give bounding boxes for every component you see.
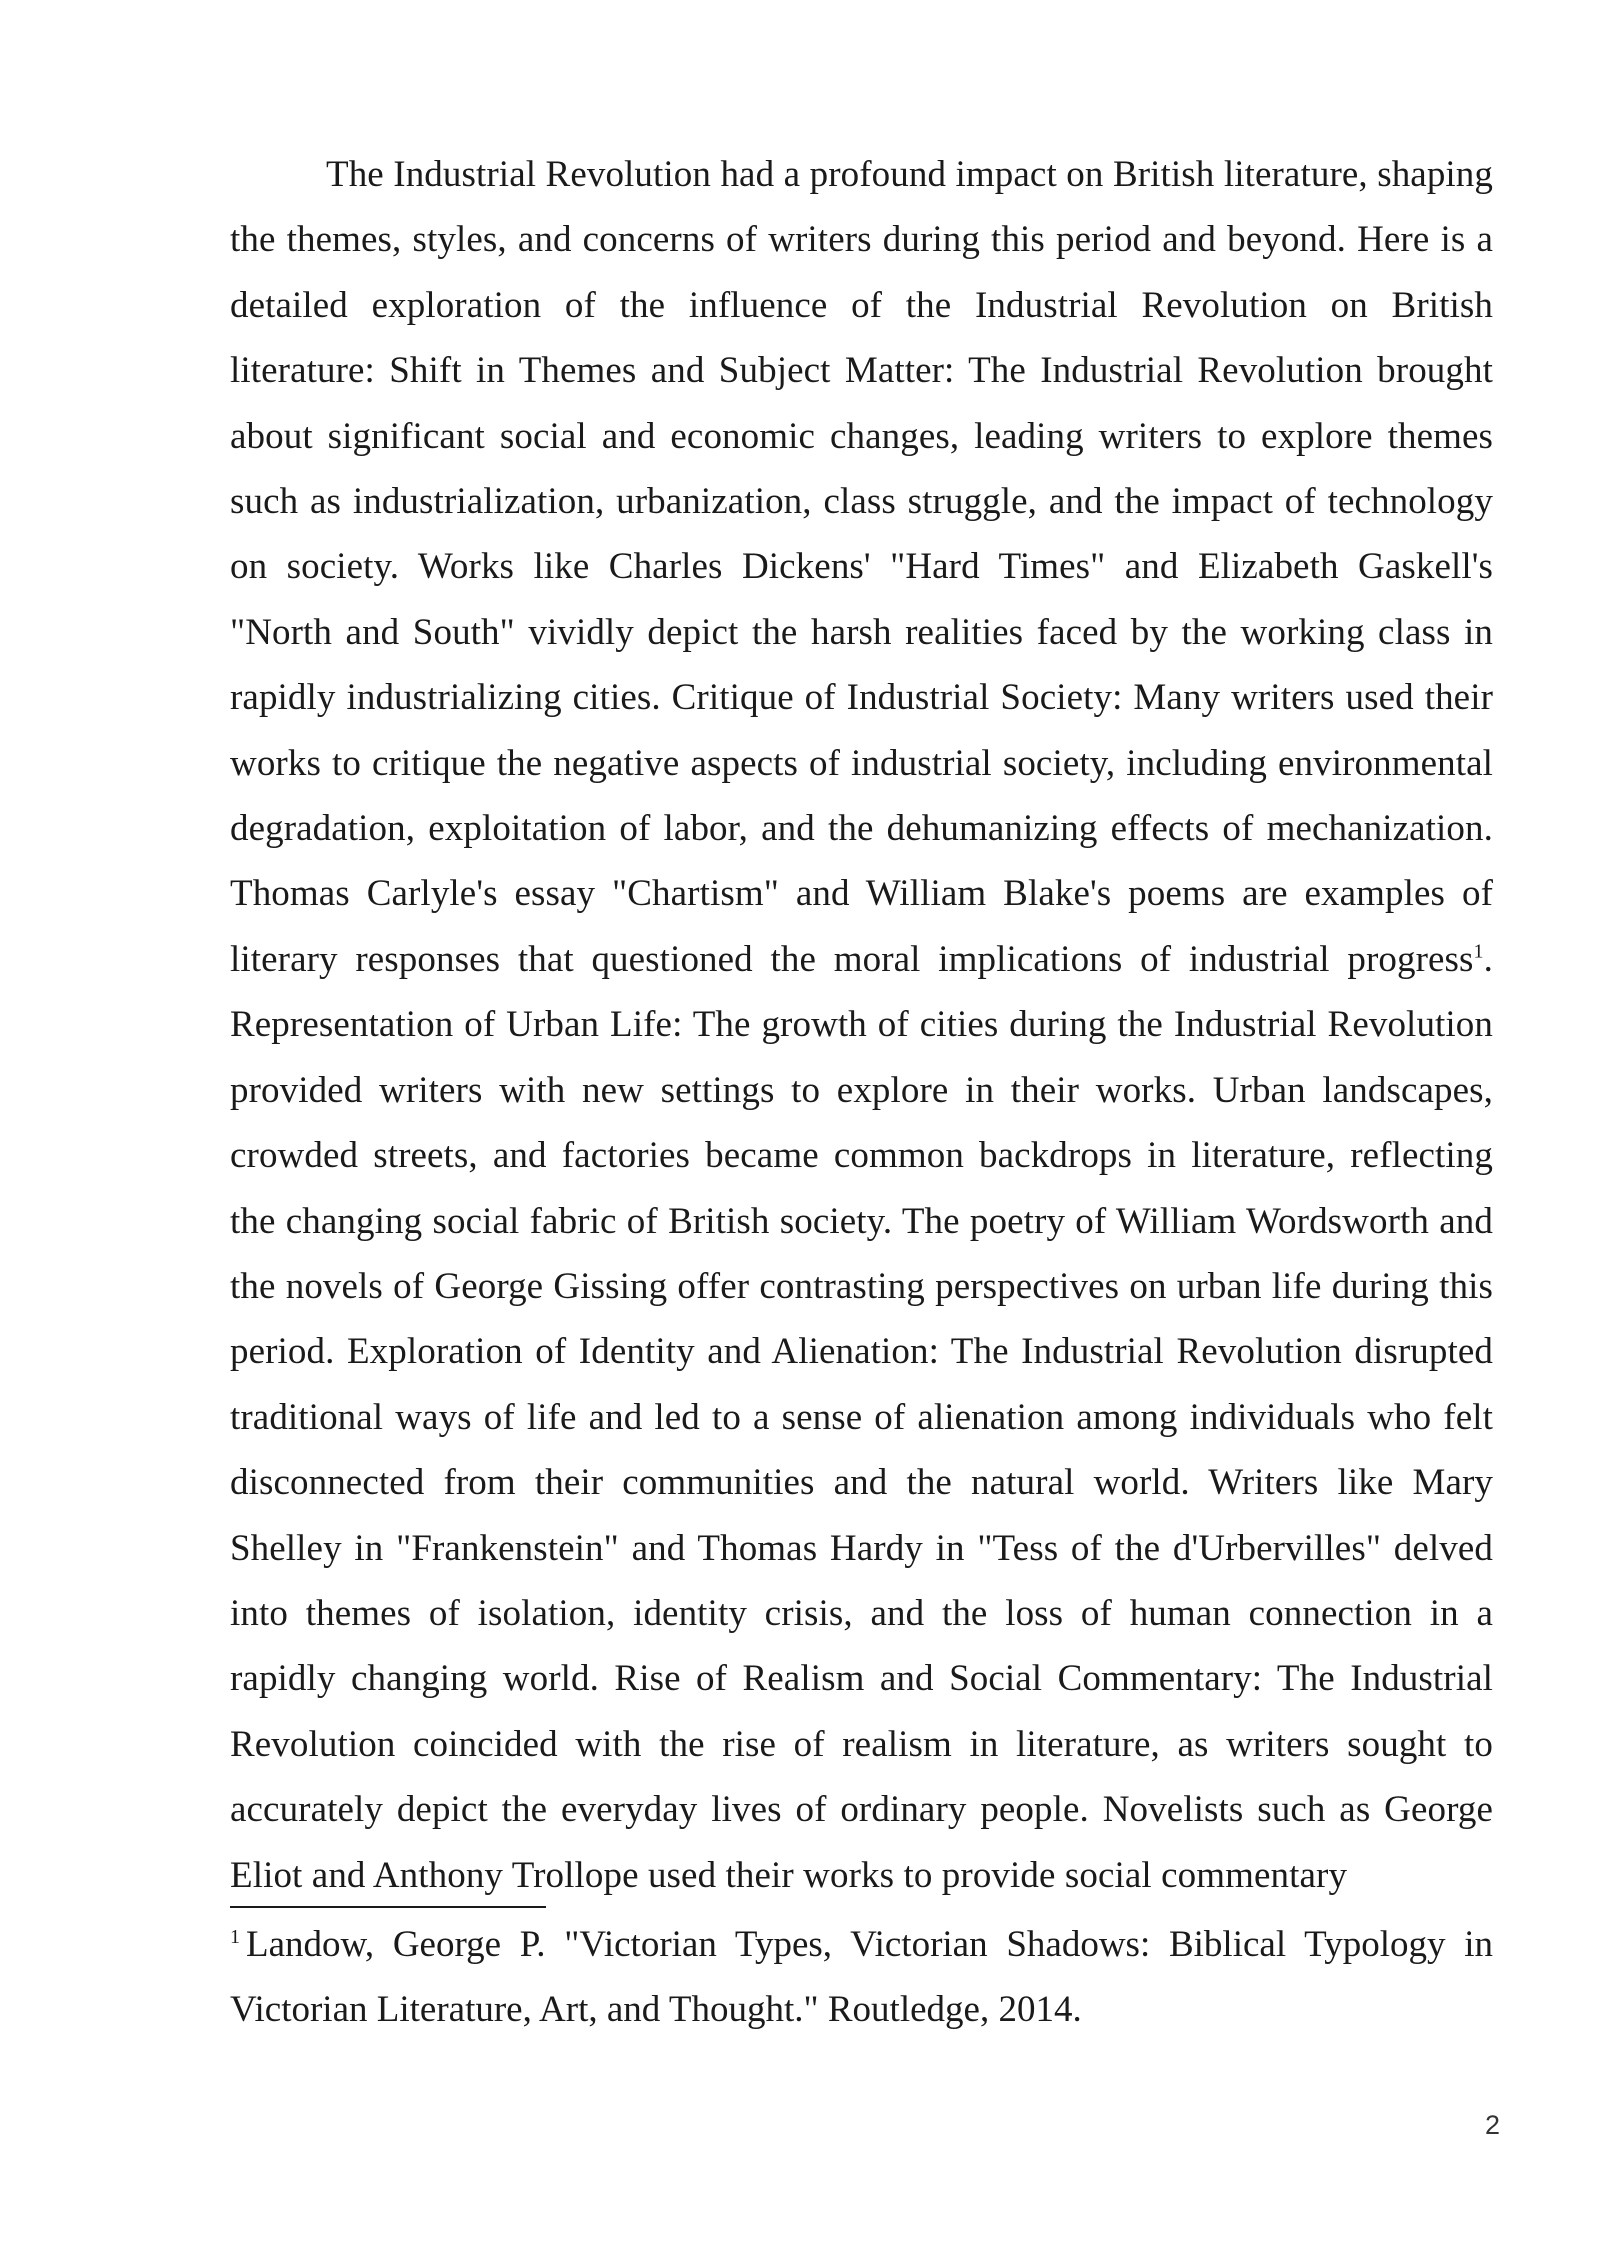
footnote-reference[interactable]: 1 (1473, 940, 1484, 963)
footnote-separator (230, 1906, 546, 1908)
paragraph-text-part-2: . Representation of Urban Life: The growth of cities during the Industrial Revolution provided writers with new settings to explore in their works. Urban landscapes, crowded streets, and factories became common backdrops in literature, reflecting the changing social fabric of British society. The poetry of William Wordsworth and the novels of George Gissing offer contrasting perspectives on urban life during this period. Exploration of Identity and Alienation: The Industrial Revolution disrupted traditional ways of life and led to a sense of alienation among individuals who felt disconnected from their communities and the natural world. Writers like Mary Shelley in "Frankenstein" and Thomas Hardy in "Tess of the d'Urbervilles" delved into themes of isolation, identity crisis, and the loss of human connection in a rapidly changing world. Rise of Realism and Social Commentary: The Industrial Revolution coincided with the rise of realism in literature, as writers sought to accurately depict the everyday lives of ordinary people. Novelists such as George Eliot and Anthony Trollope used their works to provide social commentary (230, 938, 1493, 1896)
footnote (230, 1912, 1493, 2043)
footnote-text: Landow, George P. "Victorian Types, Victorian Shadows: Biblical Typology in Victorian Literature, Art, and Thought." Routledge, 2014. (230, 1924, 1493, 2031)
footnote-marker: 1 (230, 1925, 240, 1948)
paragraph-text-part-1: The Industrial Revolution had a profound impact on British literature, shaping the themes, styles, and concerns of writers during this period and beyond. Here is a detailed exploration of the influence of the Industrial Revolution on British literature: Shift in Themes and Subject Matter: The Industrial Revolution brought about significant social and economic changes, leading writers to explore themes such as industrialization, urbanization, class struggle, and the impact of technology on society. Works like Charles Dickens' "Hard Times" and Elizabeth Gaskell's "North and South" vividly depict the harsh realities faced by the working class in rapidly industrializing cities. Critique of Industrial Society: Many writers used their works to critique the negative aspects of industrial society, including environmental degradation, exploitation of labor, and the dehumanizing effects of mechanization. Thomas Carlyle's essay "Chartism" and William Blake's poems are examples of literary responses that questioned the moral implications of industrial progress (230, 154, 1493, 980)
body-paragraph (230, 142, 1493, 1908)
page-number: 2 (1484, 2110, 1500, 2140)
